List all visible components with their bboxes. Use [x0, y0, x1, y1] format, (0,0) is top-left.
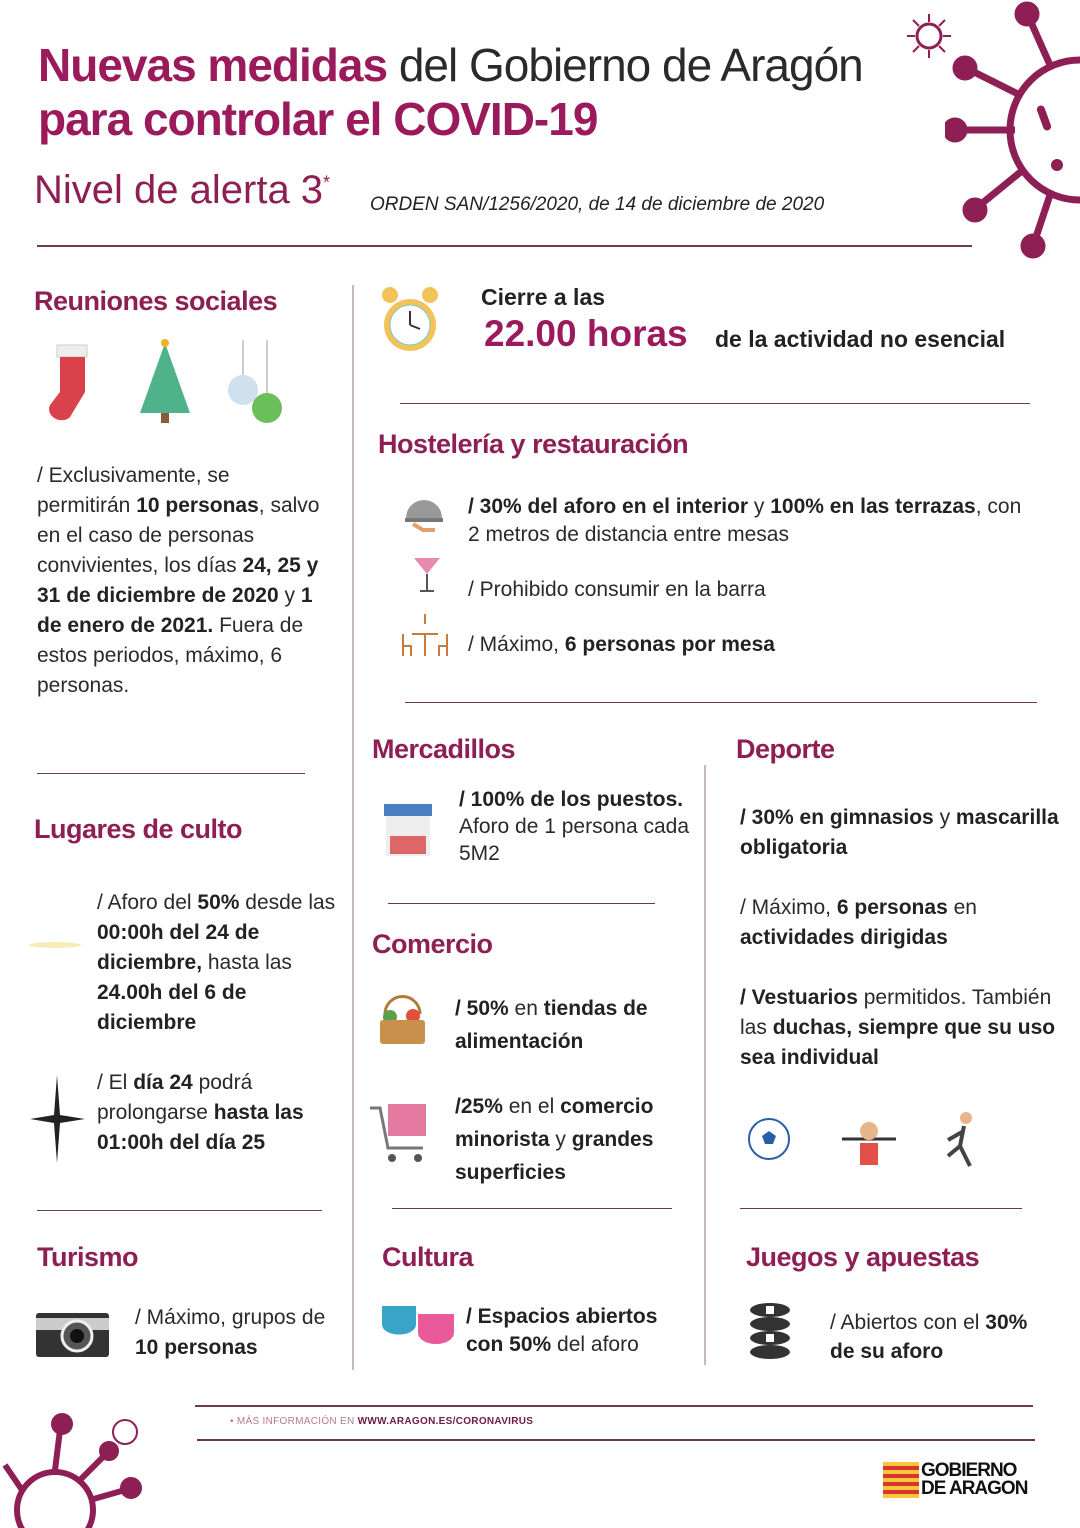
- weightlifter-icon: [840, 1113, 898, 1168]
- text-segment: y: [278, 584, 301, 607]
- column-divider: [352, 285, 354, 1370]
- alert-asterisk: *: [323, 172, 331, 193]
- text-segment: día 24: [133, 1071, 193, 1094]
- section-title-comercio: Comercio: [372, 929, 493, 959]
- aragon-flag-icon: [883, 1462, 919, 1498]
- divider: [405, 702, 1037, 703]
- text-segment: 1 de enero de 2021.: [37, 584, 313, 637]
- text-segment: / Espacios abiertos con 50%: [466, 1305, 658, 1356]
- logo-line-1: GOBIERNO: [921, 1460, 1017, 1481]
- text-segment: del Gobierno de Aragón: [387, 39, 863, 91]
- section-title-mercadillos: Mercadillos: [372, 734, 516, 764]
- text-segment: permitidos. También las: [740, 986, 1052, 1039]
- text-segment: / Exclusivamente, se permitirán: [37, 464, 230, 517]
- alert-level-text: Nivel de alerta 3: [34, 168, 324, 212]
- text-segment: / Máximo,: [468, 633, 565, 656]
- text-segment: 50%: [197, 891, 240, 914]
- reuniones-text: [37, 461, 327, 701]
- shopping-cart-icon: [368, 1100, 433, 1165]
- alert-level: [34, 168, 330, 213]
- text-segment: 6 personas: [836, 896, 948, 919]
- text-segment: y: [549, 1128, 572, 1151]
- theater-masks-icon: [380, 1300, 458, 1355]
- text-segment: / 30% del aforo en el interior: [468, 495, 749, 518]
- text-segment: / El: [97, 1071, 134, 1094]
- section-title-cultura: Cultura: [382, 1242, 473, 1272]
- alarm-clock-icon: [380, 283, 440, 358]
- turismo-text: [135, 1303, 335, 1363]
- more-info: • MÁS INFORMACIÓN EN WWW.ARAGON.ES/CORONAVIRUS: [230, 1416, 534, 1427]
- text-segment: , con 2 metros de distancia entre mesas: [468, 495, 1022, 546]
- food-basket-icon: [375, 992, 430, 1047]
- divider: [400, 403, 1030, 404]
- christmas-tree-icon: [135, 338, 195, 428]
- closing-prefix: Cierre a las: [481, 284, 606, 310]
- text-segment: / Máximo, grupos de: [135, 1306, 326, 1329]
- deporte-item-1: [740, 803, 1060, 863]
- text-segment: Nuevas medidas: [38, 39, 388, 91]
- virus-decoration-icon: [945, 0, 1080, 260]
- runner-icon: [940, 1110, 980, 1170]
- section-title-juegos: Juegos y apuestas: [746, 1242, 980, 1272]
- section-title-hosteleria: Hostelería y restauración: [378, 429, 689, 459]
- page-title: [38, 38, 898, 146]
- camera-icon: [35, 1308, 110, 1358]
- ornaments-icon: [225, 340, 285, 428]
- text-segment: / 50%: [455, 997, 509, 1020]
- cloche-icon: [403, 490, 445, 532]
- poker-chips-icon: [748, 1300, 793, 1360]
- text-segment: y: [748, 495, 771, 518]
- text-segment: / Máximo,: [740, 896, 837, 919]
- divider: [37, 245, 972, 247]
- divider: [740, 1208, 1022, 1209]
- culto-text-1: [97, 888, 345, 1038]
- text-segment: / Abiertos con el: [830, 1311, 986, 1334]
- text-segment: comercio minorista: [455, 1095, 654, 1151]
- comercio-item-2: [455, 1090, 700, 1189]
- order-reference: ORDEN SAN/1256/2020, de 14 de diciembre de 2020: [370, 194, 825, 215]
- closing-time: 22.00 horas: [484, 313, 688, 354]
- text-segment: del aforo: [551, 1333, 639, 1356]
- comercio-item-1: [455, 992, 695, 1058]
- text-segment: Aforo de 1 persona cada 5M2: [459, 815, 689, 865]
- text-segment: tiendas de alimentación: [455, 997, 648, 1053]
- mercadillos-text: [459, 786, 689, 867]
- hosteleria-item-2: [468, 575, 766, 605]
- deporte-item-2: [740, 893, 1060, 953]
- section-title-turismo: Turismo: [37, 1242, 139, 1272]
- text-segment: 00:00h del 24 de diciembre,: [97, 921, 260, 974]
- text-segment: / 30% en gimnasios: [740, 806, 934, 829]
- text-segment: 10 personas: [135, 1336, 258, 1359]
- closing-suffix: de la actividad no esencial: [715, 326, 1006, 352]
- divider: [197, 1439, 1035, 1441]
- cultura-text: [466, 1303, 696, 1359]
- table-chairs-icon: [400, 612, 450, 657]
- stocking-icon: [45, 340, 100, 425]
- small-virus-icon: [905, 12, 953, 60]
- column-divider: [704, 765, 706, 1365]
- text-segment: Fuera de estos periodos, máximo, 6 personas.: [37, 614, 304, 697]
- divider: [37, 1210, 322, 1211]
- soccer-ball-icon: [747, 1117, 791, 1161]
- text-segment: podrá prolongarse: [97, 1071, 253, 1124]
- text-segment: hasta las 01:00h del día 25: [97, 1101, 304, 1154]
- text-segment: 100% en las terrazas: [770, 495, 976, 518]
- divider: [388, 903, 655, 904]
- divider: [37, 773, 305, 774]
- text-segment: 24.00h del 6 de diciembre: [97, 981, 247, 1034]
- glow-star-icon: [28, 925, 83, 965]
- text-segment: en: [947, 896, 977, 919]
- text-segment: / Aforo del: [97, 891, 198, 914]
- text-segment: hasta las: [202, 951, 292, 974]
- text-segment: duchas, siempre que su uso sea individual: [740, 1016, 1056, 1069]
- gobierno-aragon-logo: [883, 1462, 1027, 1498]
- logo-line-2: DE ARAGON: [921, 1478, 1028, 1499]
- text-segment: desde las: [239, 891, 336, 914]
- text-segment: mascarilla obligatoria: [740, 806, 1059, 859]
- cocktail-icon: [412, 550, 442, 595]
- section-title-reuniones: Reuniones sociales: [34, 286, 278, 316]
- text-segment: para controlar el COVID-19: [38, 93, 598, 145]
- text-segment: / Prohibido consumir en la barra: [468, 578, 766, 601]
- deporte-item-3: [740, 983, 1060, 1073]
- text-segment: 10 personas: [136, 494, 259, 517]
- text-segment: 6 personas por mesa: [564, 633, 775, 656]
- text-segment: , salvo en el caso de personas convivientes, los días: [37, 494, 320, 577]
- culto-text-2: [97, 1068, 345, 1158]
- text-segment: en: [508, 997, 544, 1020]
- section-title-culto: Lugares de culto: [34, 814, 243, 844]
- text-segment: y: [933, 806, 956, 829]
- hosteleria-item-1: [468, 493, 1038, 549]
- text-segment: en el: [502, 1095, 561, 1118]
- text-segment: 30% de su aforo: [830, 1311, 1028, 1363]
- more-info-label: MÁS INFORMACIÓN EN: [236, 1416, 358, 1427]
- text-segment: / Vestuarios: [740, 986, 858, 1009]
- text-segment: grandes superficies: [455, 1128, 654, 1184]
- text-segment: actividades dirigidas: [740, 926, 948, 949]
- divider: [392, 1208, 672, 1209]
- market-stall-icon: [382, 802, 434, 857]
- juegos-text: [830, 1308, 1030, 1366]
- text-segment: / 100% de los puestos.: [459, 788, 684, 811]
- sparkle-star-icon: [30, 1075, 85, 1163]
- section-title-deporte: Deporte: [736, 734, 835, 764]
- more-info-link[interactable]: WWW.ARAGON.ES/CORONAVIRUS: [357, 1416, 534, 1427]
- text-segment: /25%: [455, 1095, 503, 1118]
- text-segment: 24, 25 y 31 de diciembre de 2020: [37, 554, 319, 607]
- virus-decoration-bottom-icon: [0, 1410, 150, 1528]
- hosteleria-item-3: [468, 630, 775, 660]
- divider: [195, 1405, 1033, 1407]
